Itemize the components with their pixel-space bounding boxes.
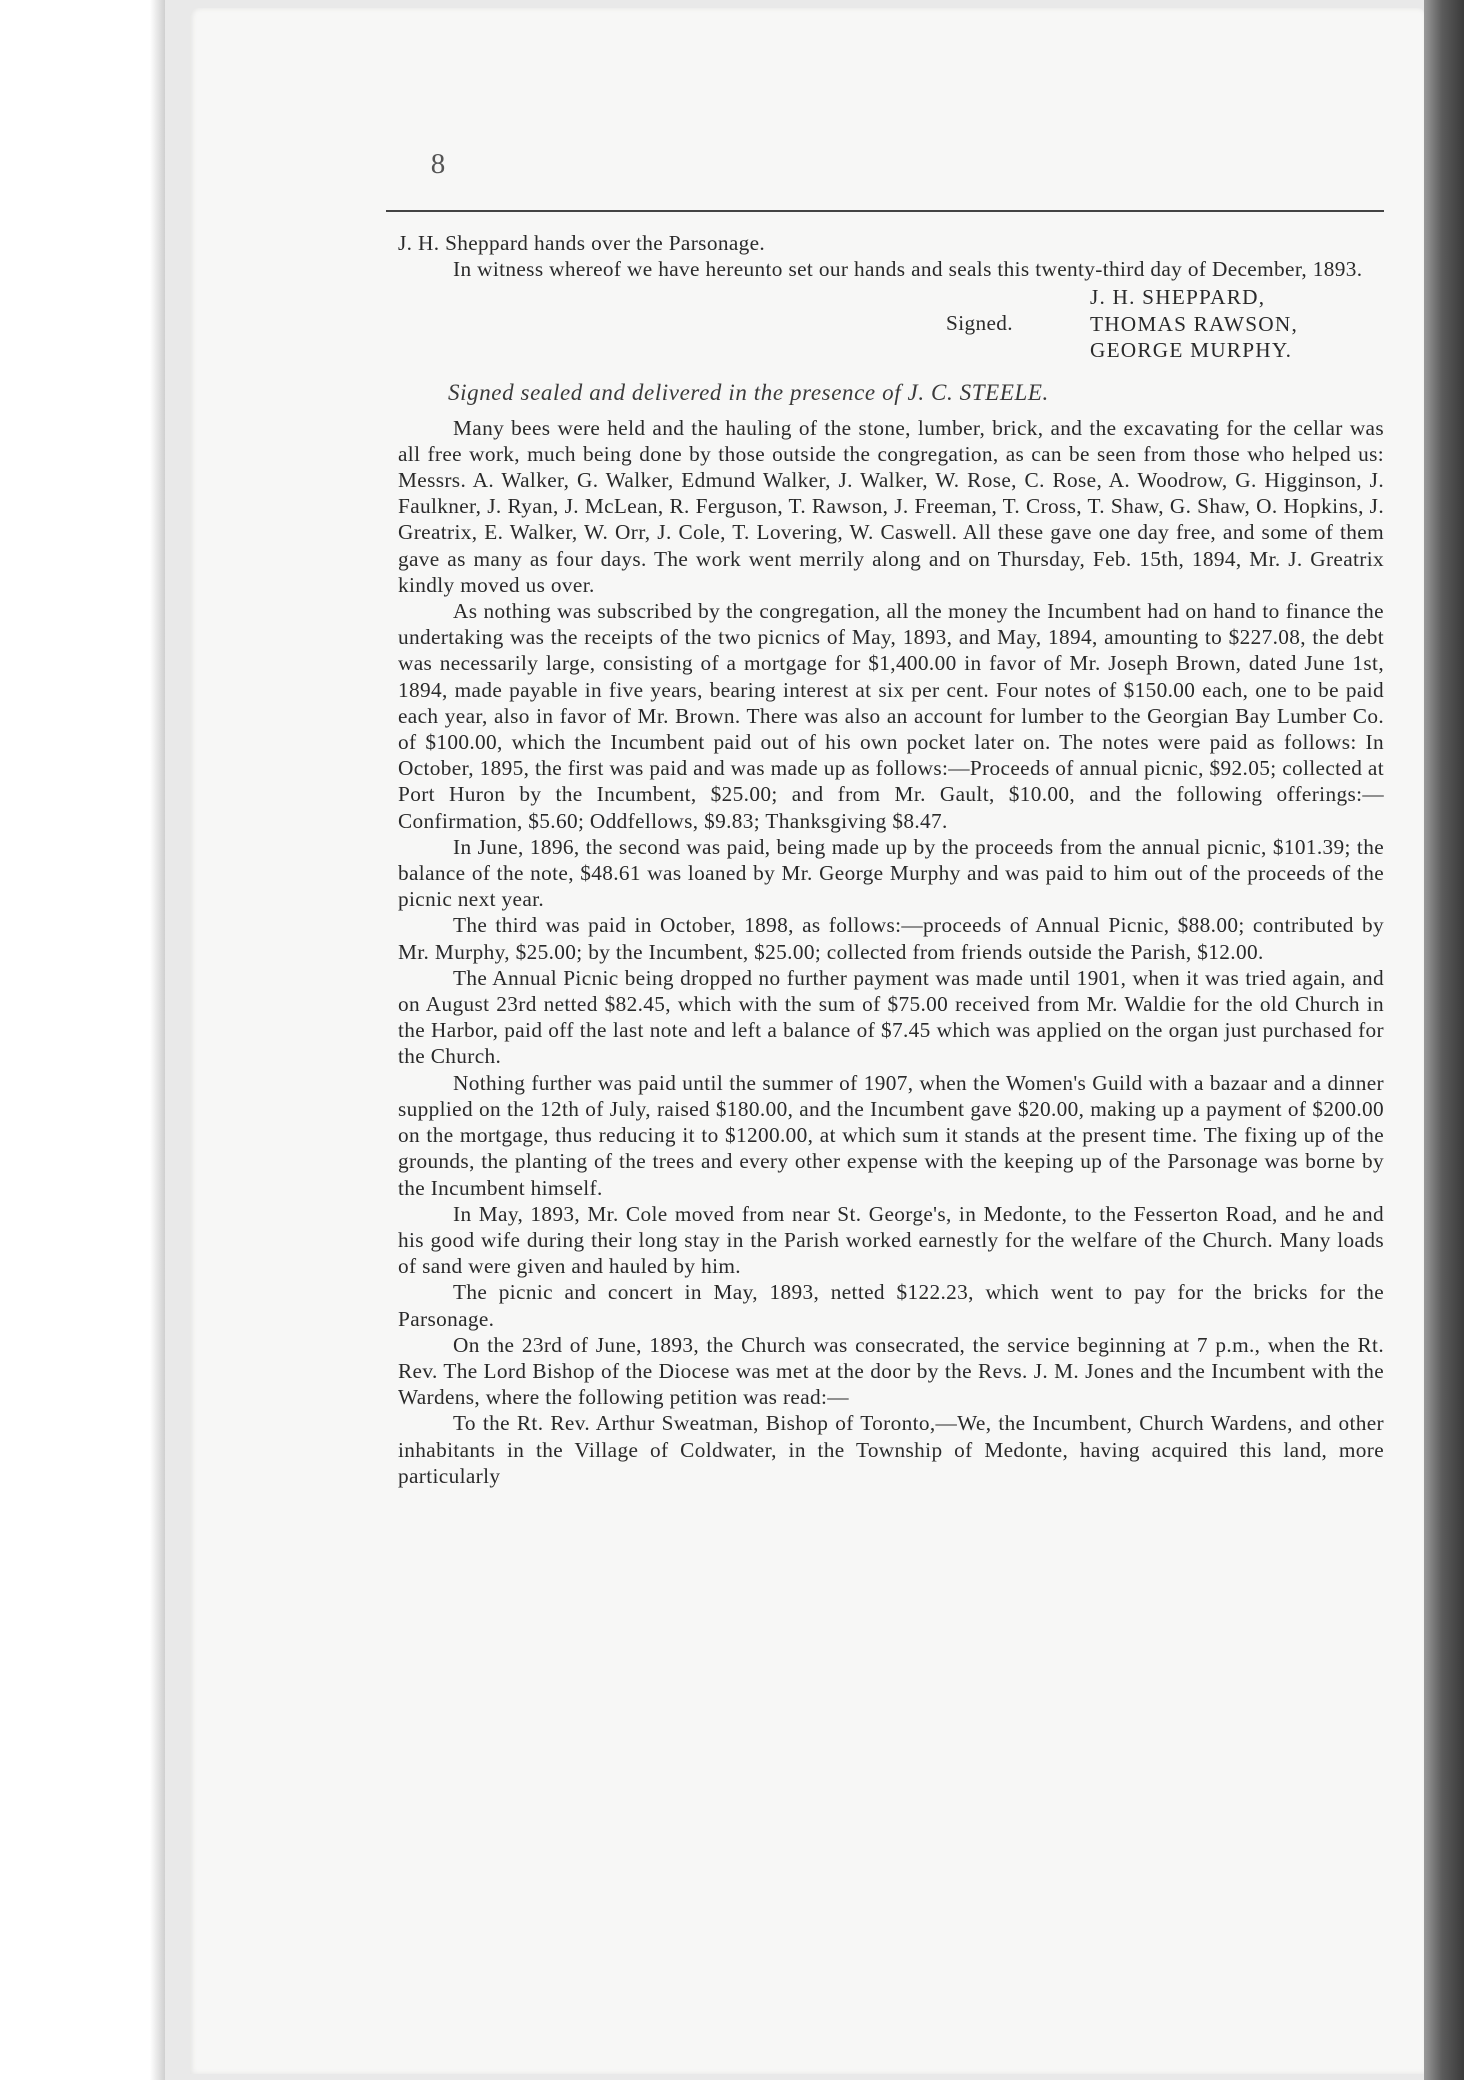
paragraph: Many bees were held and the hauling of the stone, lumber, brick, and the excavating for the cellar was all free work, much being done by those outside the congregation, as can be seen from those who helped us: Messrs. A. Walker, G. Walker, Edmund Walker, J. Walker, W. Rose, C. Rose, A. Woodrow, G. Higginson, J. Faulkner, J. Ryan, J. McLean, R. Ferguson, T. Rawson, J. Freeman, T. Cross, T. Shaw, G. Shaw, O. Hopkins, J. Greatrix, E. Walker, W. Orr, J. Cole, T. Lovering, W. Caswell. All these gave one day free, and some of them gave as many as four days. The work went merrily along and on Thursday, Feb. 15th, 1894, Mr. J. Greatrix kindly moved us over.: [398, 415, 1384, 597]
signatory-list: [1090, 284, 1298, 363]
paragraph: In June, 1896, the second was paid, being made up by the proceeds from the annual picnic, $101.39; the balance of the note, $48.61 was loaned by Mr. George Murphy and was paid to him out of the proceeds of the picnic next year.: [398, 834, 1384, 912]
intro-line-2: In witness whereof we have hereunto set our hands and seals this twenty-third day of December, 1893.: [453, 257, 1363, 282]
paragraph: As nothing was subscribed by the congregation, all the money the Incumbent had on hand to finance the undertaking was the receipts of the two picnics of May, 1893, and May, 1894, amounting to $227.08, the debt was necessarily large, consisting of a mortgage for $1,400.00 in favor of Mr. Joseph Brown, dated June 1st, 1894, made payable in five years, bearing interest at six per cent. Four notes of $150.00 each, one to be paid each year, also in favor of Mr. Brown. There was also an account for lumber to the Georgian Bay Lumber Co. of $100.00, which the Incumbent paid out of his own pocket later on. The notes were paid as follows: In October, 1895, the first was paid and was made up as follows:—Proceeds of annual picnic, $92.05; collected at Port Huron by the Incumbent, $25.00; and from Mr. Gault, $10.00, and the following offerings:—Confirmation, $5.60; Oddfellows, $9.83; Thanksgiving $8.47.: [398, 599, 1384, 833]
page-body: [398, 230, 1384, 1489]
signatory-name: THOMAS RAWSON,: [1090, 311, 1298, 336]
signatory-name: GEORGE MURPHY.: [1090, 337, 1293, 362]
presence-line: Signed sealed and delivered in the presence of J. C. STEELE.: [448, 380, 1049, 406]
paragraph: On the 23rd of June, 1893, the Church was consecrated, the service beginning at 7 p.m., when the Rt. Rev. The Lord Bishop of the Diocese was met at the door by the Revs. J. M. Jones and the Incumbent with the Wardens, where the following petition was read:—: [398, 1332, 1384, 1410]
signatory-name: J. H. SHEPPARD,: [1090, 285, 1266, 310]
paragraph: The Annual Picnic being dropped no further payment was made until 1901, when it was tried again, and on August 23rd netted $82.45, which with the sum of $75.00 received from Mr. Waldie for the old Church in the Harbor, paid off the last note and left a balance of $7.45 which was applied on the organ just purchased for the Church.: [398, 965, 1384, 1069]
paragraph: To the Rt. Rev. Arthur Sweatman, Bishop of Toronto,—We, the Incumbent, Church Wardens, and other inhabitants in the Village of Coldwater, in the Township of Medonte, having acquired this land, more particularly: [398, 1411, 1384, 1488]
signature-block: [398, 284, 1384, 368]
signed-label: Signed.: [946, 311, 1013, 336]
paragraph: The picnic and concert in May, 1893, netted $122.23, which went to pay for the bricks for the Parsonage.: [398, 1280, 1384, 1331]
paragraph: The third was paid in October, 1898, as follows:—proceeds of Annual Picnic, $88.00; contributed by Mr. Murphy, $25.00; by the Incumbent, $25.00; collected from friends outside the Parish, $12.00.: [398, 913, 1384, 964]
paragraph: Nothing further was paid until the summer of 1907, when the Women's Guild with a bazaar and a dinner supplied on the 12th of July, raised $180.00, and the Incumbent gave $20.00, making up a payment of $200.00 on the mortgage, thus reducing it to $1200.00, at which sum it stands at the present time. The fixing up of the grounds, the planting of the trees and every other expense with the keeping up of the Parsonage was borne by the Incumbent himself.: [398, 1070, 1384, 1200]
scan-binding-edge: [1424, 0, 1464, 2080]
intro-line-1: J. H. Sheppard hands over the Parsonage.: [398, 231, 766, 255]
scan-left-margin: [0, 0, 165, 2080]
page-number: 8: [430, 148, 446, 180]
paragraph: In May, 1893, Mr. Cole moved from near St. George's, in Medonte, to the Fesserton Road, and he and his good wife during their long stay in the Parish worked earnestly for the welfare of the Church. Many loads of sand were given and hauled by him.: [398, 1201, 1384, 1279]
header-rule: [386, 210, 1384, 212]
